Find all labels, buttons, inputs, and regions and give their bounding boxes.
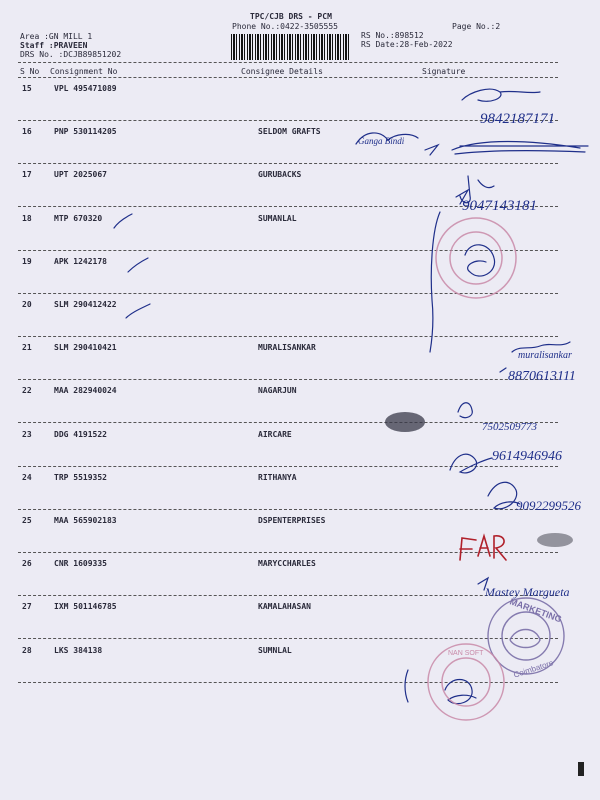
row-divider [18,552,558,553]
hw-phone-r23: 9614946946 [492,449,562,464]
row-consignee: SUMNLAL [258,646,292,655]
staff-label: Staff :PRAVEEN [20,41,88,50]
hw-name-r21: muralisankar [518,350,572,361]
row-sno: 24 [22,473,32,482]
table-row [0,386,600,398]
hw-name-r26: Mastey Margueta [485,585,570,599]
row-consignment: CNR 1609335 [54,559,107,568]
col-sno: S No [20,67,40,76]
row-consignment: DDG 4191522 [54,430,107,439]
signature-r25 [460,536,506,560]
row-consignee: MARYCCHARLES [258,559,316,568]
row-consignee: KAMALAHASAN [258,602,311,611]
row-divider [18,379,558,380]
row-consignment: VPL 495471089 [54,84,117,93]
table-row [0,170,600,182]
row-divider [18,682,558,683]
area-label: Area :GN MILL 1 [20,32,93,41]
col-signature: Signature [422,67,466,76]
row-sno: 21 [22,343,32,352]
row-consignee: SUMANLAL [258,214,297,223]
row-consignment: TRP 5519352 [54,473,107,482]
row-consignee: NAGARJUN [258,386,297,395]
table-row [0,516,600,528]
row-divider [18,293,558,294]
page-number: Page No.:2 [452,22,501,31]
row-sno: 28 [22,646,32,655]
signature-r16b [452,142,588,155]
row-consignee: RITHANYA [258,473,297,482]
row-consignment: SLM 290410421 [54,343,117,352]
row-divider [18,250,558,251]
stamp-city-text: Coimbatore [512,658,555,680]
drs-number: DRS No. :DCJB89851202 [20,50,122,59]
row-consignee: GURUBACKS [258,170,302,179]
row-consignment: APK 1242178 [54,257,107,266]
row-sno: 17 [22,170,32,179]
row-sno: 16 [22,127,32,136]
row-consignment: IXM 501146785 [54,602,117,611]
hw-phone-r24: 9092299526 [516,498,581,513]
row-divider [18,163,558,164]
hw-phone-r22: 7502509773 [482,421,537,433]
header-divider [18,62,558,63]
stamp-lower-text: NAN SOFT [448,650,484,657]
table-row [0,646,600,658]
row-sno: 15 [22,84,32,93]
row-sno: 23 [22,430,32,439]
rs-number: RS No.:898512 [361,31,424,40]
row-consignee: DSPENTERPRISES [258,516,326,525]
row-consignment: SLM 290412422 [54,300,117,309]
row-consignee: SELDOM GRAFTS [258,127,321,136]
table-row [0,559,600,571]
header-divider-2 [18,77,558,78]
row-divider [18,336,558,337]
row-sno: 26 [22,559,32,568]
row-divider [18,120,558,121]
row-consignment: MAA 282940024 [54,386,117,395]
row-consignee: MURALISANKAR [258,343,316,352]
table-row [0,343,600,355]
signature-r28 [445,680,476,704]
signature-r24 [488,482,520,509]
document-title: TPC/CJB DRS - PCM [250,12,332,21]
table-row [0,127,600,139]
row-sno: 20 [22,300,32,309]
row-sno: 27 [22,602,32,611]
row-consignment: MAA 565902183 [54,516,117,525]
row-divider [18,638,558,639]
row-consignment: MTP 670320 [54,214,103,223]
row-consignment: UPT 2025067 [54,170,107,179]
col-consignment: Consignment No [50,67,118,76]
row-consignment: LKS 384138 [54,646,103,655]
row-consignment: PNP 530114205 [54,127,117,136]
stamp-marketing-text: MARKETING [508,596,564,625]
row-consignee: AIRCARE [258,430,292,439]
table-row [0,257,600,269]
row-sno: 18 [22,214,32,223]
table-row [0,473,600,485]
row-divider [18,466,558,467]
hw-phone-r17: 9047143181 [462,198,537,214]
barcode [231,34,351,60]
row-divider [18,595,558,596]
rs-date: RS Date:28-Feb-2022 [361,40,453,49]
hw-phone-r21: 8870613111 [508,369,576,384]
row-sno: 25 [22,516,32,525]
col-consignee: Consignee Details [241,67,323,76]
corner-mark [578,762,584,776]
row-divider [18,206,558,207]
table-row [0,602,600,614]
phone-number: Phone No.:0422-3505555 [232,22,338,31]
row-divider [18,509,558,510]
table-row [0,84,600,96]
row-divider [18,422,558,423]
hw-phone-r15: 9842187171 [480,111,555,127]
table-row [0,300,600,312]
table-row [0,430,600,442]
row-sno: 19 [22,257,32,266]
hw-name-r16: Ganga Bindi [358,136,405,146]
signature-r23 [450,454,492,473]
row-sno: 22 [22,386,32,395]
table-row [0,214,600,226]
